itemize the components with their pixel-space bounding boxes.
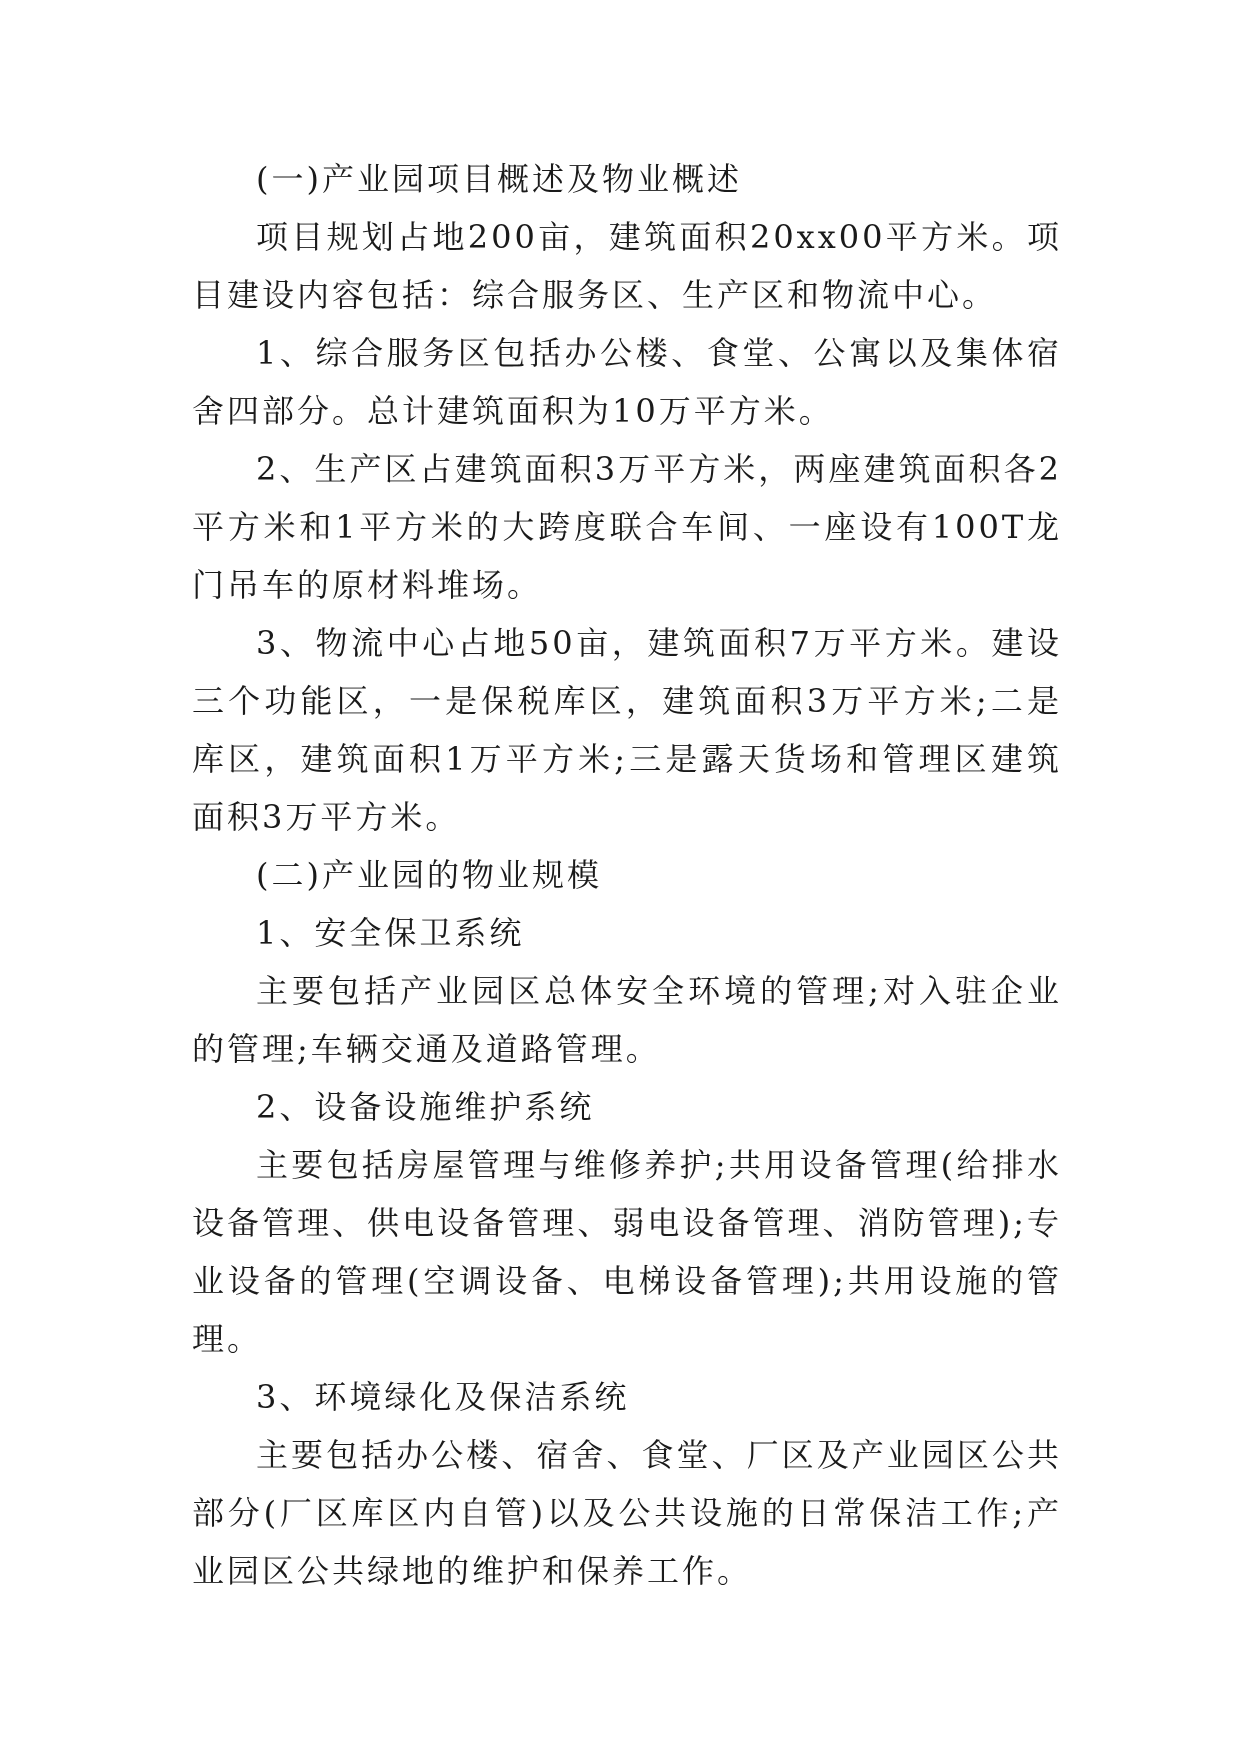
- paragraph-logistics-center: 3、物流中心占地50亩，建筑面积7万平方米。建设三个功能区，一是保税库区，建筑面积3万平方米;二是库区，建筑面积1万平方米;三是露天货场和管理区建筑面积3万平方米。: [192, 624, 1062, 836]
- paragraph-environment: 主要包括办公楼、宿舍、食堂、厂区及产业园区公共部分(厂区库区内自管)以及公共设施的日常保洁工作;产业园区公共绿地的维护和保养工作。: [192, 1436, 1062, 1590]
- subheading-security: 1、安全保卫系统: [256, 914, 525, 952]
- document-body: [192, 150, 1062, 1600]
- paragraph-overview: 项目规划占地200亩，建筑面积20xx00平方米。项目建设内容包括：综合服务区、生产区和物流中心。: [192, 218, 1062, 314]
- section-heading-1: (一)产业园项目概述及物业概述: [256, 160, 742, 198]
- paragraph-service-area: 1、综合服务区包括办公楼、食堂、公寓以及集体宿舍四部分。总计建筑面积为10万平方米。: [192, 334, 1062, 430]
- paragraph-production-area: 2、生产区占建筑面积3万平方米，两座建筑面积各2平方米和1平方米的大跨度联合车间、一座设有100T龙门吊车的原材料堆场。: [192, 450, 1062, 604]
- section-heading-2: (二)产业园的物业规模: [256, 856, 602, 894]
- subheading-environment: 3、环境绿化及保洁系统: [256, 1378, 630, 1416]
- paragraph-security: 主要包括产业园区总体安全环境的管理;对入驻企业的管理;车辆交通及道路管理。: [192, 972, 1062, 1068]
- subheading-facilities: 2、设备设施维护系统: [256, 1088, 595, 1126]
- paragraph-facilities: 主要包括房屋管理与维修养护;共用设备管理(给排水设备管理、供电设备管理、弱电设备管理、消防管理);专业设备的管理(空调设备、电梯设备管理);共用设施的管理。: [192, 1146, 1062, 1358]
